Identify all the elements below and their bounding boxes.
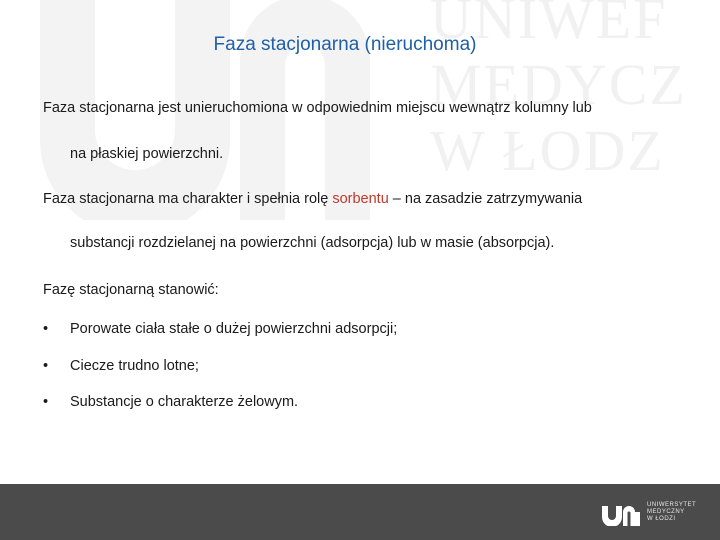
paragraph-2-line-2: substancji rozdzielanej na powierzchni (adsorpcja) lub w masie (absorpcja). <box>70 235 555 251</box>
paragraph-2-text-pre: Faza stacjonarna ma charakter i spełnia rolę <box>43 191 333 207</box>
watermark-line: UNIWEF <box>430 0 668 51</box>
footer-line: MEDYCZNY <box>647 509 685 515</box>
watermark-text <box>430 0 720 188</box>
university-logo-icon <box>602 502 640 526</box>
footer-line: UNIWERSYTET <box>647 502 697 508</box>
paragraph-1-line-1: Faza stacjonarna jest unieruchomiona w odpowiednim miejscu wewnątrz kolumny lub <box>43 100 592 116</box>
sorbent-term: sorbentu <box>332 191 389 207</box>
watermark-line: MEDYCZ <box>430 52 687 117</box>
paragraph-2-text-post: – na zasadzie zatrzymywania <box>388 191 583 207</box>
bullet-marker: • <box>43 394 49 410</box>
bullet-marker: • <box>43 358 49 374</box>
footer-university-name <box>647 502 696 523</box>
bullet-item: Substancje o charakterze żelowym. <box>70 394 299 410</box>
slide-title: Faza stacjonarna (nieruchoma) <box>213 34 477 55</box>
bullet-item: Porowate ciała stałe o dużej powierzchni adsorpcji; <box>70 321 398 337</box>
bullet-marker: • <box>43 321 49 337</box>
paragraph-2-line-1 <box>43 191 582 207</box>
footer-line: W ŁODZI <box>647 516 676 522</box>
watermark-line: W ŁODZ <box>430 118 665 183</box>
bullet-item: Ciecze trudno lotne; <box>70 358 199 374</box>
paragraph-1-line-2: na płaskiej powierzchni. <box>70 146 224 162</box>
intro-text: Fazę stacjonarną stanowić: <box>43 282 219 298</box>
